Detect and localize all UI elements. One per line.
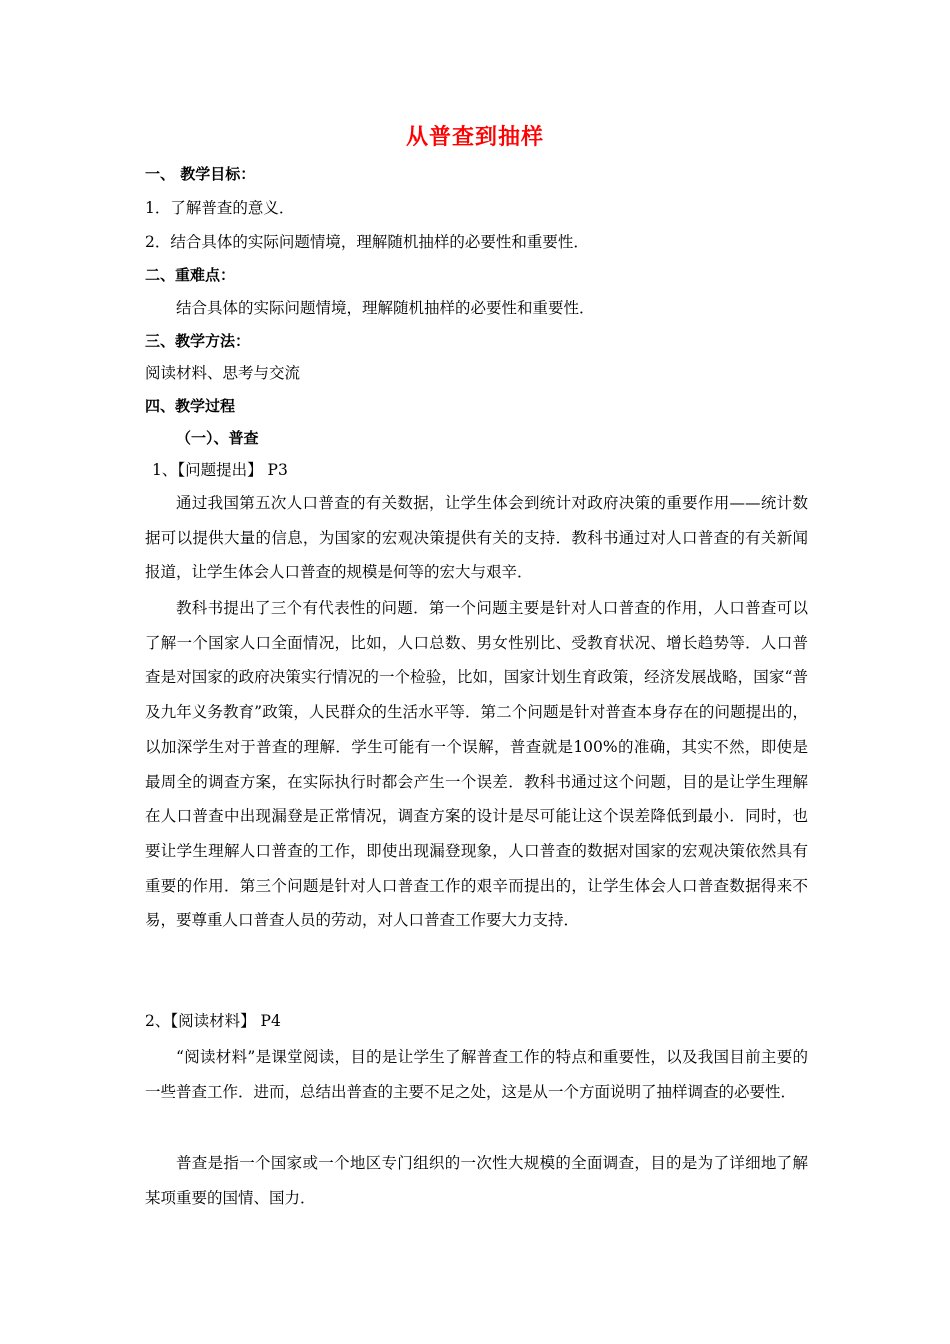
document-title: 从普查到抽样 <box>405 125 544 150</box>
subsection-heading-census: （一）、普查 <box>176 429 259 447</box>
paragraph-census-data: 通过我国第五次人口普查的有关数据，让学生体会到统计对政府决策的重要作用——统计数据可以提供大量的信息，为国家的宏观决策提供有关的支持．教科书通过对人口普查的有关新闻报道，让学生体会人口普查的规模是何等的宏大与艰辛． <box>145 494 808 582</box>
section-heading-process: 四、教学过程 <box>145 397 236 415</box>
paragraph-reading-material: “阅读材料”是课堂阅读，目的是让学生了解普查工作的特点和重要性，以及我国目前主要的一些普查工作．进而，总结出普查的主要不足之处，这是从一个方面说明了抽样调查的必要性． <box>145 1048 808 1101</box>
section-heading-objectives: 一、 教学目标： <box>145 165 256 183</box>
item-label-reading: 2、【阅读材料】 P4 <box>145 1012 281 1030</box>
paragraph-census-definition: 普查是指一个国家或一个地区专门组织的一次性大规模的全面调查，目的是为了详细地了解某项重要的国情、国力． <box>145 1154 808 1207</box>
objective-item-2: 2．结合具体的实际问题情境，理解随机抽样的必要性和重要性． <box>145 233 589 251</box>
section-heading-key-points: 二、重难点： <box>145 266 236 284</box>
item-label-question: 1、【问题提出】 P3 <box>152 461 288 479</box>
key-points-body: 结合具体的实际问题情境，理解随机抽样的必要性和重要性． <box>176 299 595 317</box>
methods-body: 阅读材料、思考与交流 <box>145 364 301 382</box>
paragraph-three-questions: 教科书提出了三个有代表性的问题．第一个问题主要是针对人口普查的作用，人口普查可以了解一个国家人口全面情况，比如，人口总数、男女性别比、受教育状况、增长趋势等．人口普查是对国家的政府决策实行情况的一个检验，比如，国家计划生育政策，经济发展战略，国家“普及九年义务教育”政策，人民群众的生活水平等．第二个问题是针对普查本身存在的问题提出的，以加深学生对于普查的理解．学生可能有一个误解，普查就是100%的准确，其实不然，即使是最周全的调查方案，在实际执行时都会产生一个误差．教科书通过这个问题，目的是让学生理解在人口普查中出现漏登是正常情况，调查方案的设计是尽可能让这个误差降低到最小．同时，也要让学生理解人口普查的工作，即使出现漏登现象，人口普查的数据对国家的宏观决策依然具有重要的作用．第三个问题是针对人口普查工作的艰辛而提出的，让学生体会人口普查数据得来不易，要尊重人口普查人员的劳动，对人口普查工作要大力支持． <box>145 599 808 930</box>
section-heading-methods: 三、教学方法： <box>145 332 251 350</box>
objective-item-1: 1．了解普查的意义． <box>145 199 295 217</box>
